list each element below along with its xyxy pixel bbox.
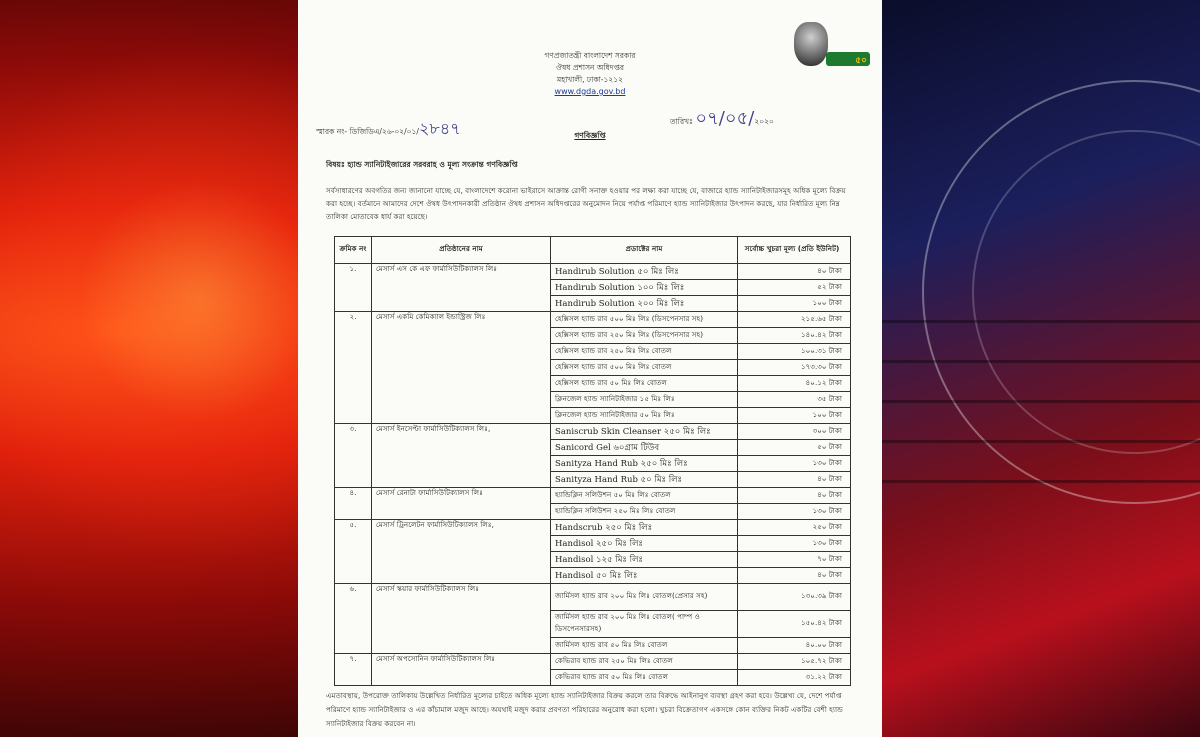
company-cell: মেসার্স এস কে এফ ফার্মাসিউটিক্যালস লিঃ [372, 264, 551, 312]
price-cell: ৭০ টাকা [738, 552, 851, 568]
product-cell: হ্যান্ডিক্লিন সলিউশন ৫০ মিঃ লিঃ বোতল [551, 488, 738, 504]
letterhead-line-3: মহাখালী, ঢাকা-১২১২ [557, 75, 623, 84]
header-company: প্রতিষ্ঠানের নাম [372, 237, 551, 264]
product-cell: Handisol ২৫০ মিঃ লিঃ [551, 536, 738, 552]
company-cell: মেসার্স স্কয়ার ফার্মাসিউটিক্যালস লিঃ [372, 584, 551, 654]
price-cell: ৪০.১২ টাকা [738, 376, 851, 392]
product-cell: ক্লিনজেল হ্যান্ড স্যানিটাইজার ৫০ মিঃ লিঃ [551, 408, 738, 424]
notice-title: গণবিজ্ঞপ্তি [574, 131, 606, 140]
price-cell: ১৪০.৪২ টাকা [738, 328, 851, 344]
subject-line: বিষয়ঃ হ্যান্ড স্যানিটাইজারের সরবরাহ ও মূল্য সংক্রান্ত গণবিজ্ঞপ্তি [326, 160, 518, 169]
company-cell: মেসার্স ইনসেপ্টা ফার্মাসিউটিক্যালস লিঃ, [372, 424, 551, 488]
intro-paragraph: সর্বসাধারণের অবগতির জন্য জানানো যাচ্ছে যে, বাংলাদেশে করোনা ভাইরাসে আক্রান্ত রোগী সনাক্ত হওয়ার পর লক্ষ্য করা যাচ্ছে যে, বাজারে হ্যান্ড স্যানিটাইজারসমূহ অধিক মূল্যে বিক্রয় করা হচ্ছে। বর্তমানে আমাদের দেশে ঔষধ উৎপাদনকারী প্রতিষ্ঠান ঔষধ প্রশাসন অধিদপ্তরের অনুমোদন নিয়ে পর্যাপ্ত পরিমাণে হ্যান্ড স্যানিটাইজার উৎপাদন করছে, যার নির্ধারিত মূল্য নিম্ন তালিকা মোতাবেক ধার্য করা হয়েছে। [326, 186, 846, 221]
product-cell: Sanityza Hand Rub ২৫০ মিঃ লিঃ [551, 456, 738, 472]
price-cell: ২৫০ টাকা [738, 520, 851, 536]
product-cell: Handirub Solution ২০০ মিঃ লিঃ [551, 296, 738, 312]
product-cell: হেক্সিসল হ্যান্ড রাব ৫০০ মিঃ লিঃ বোতল [551, 360, 738, 376]
price-cell: ১০৫.৭২ টাকা [738, 654, 851, 670]
product-cell: জার্মিসল হ্যান্ড রাব ২০০ মিঃ লিঃ বোতল( পাম্প ও ডিসপেনসারসহ) [551, 611, 738, 638]
globe-stripe [882, 400, 1200, 403]
price-cell: ১৭৩.৩০ টাকা [738, 360, 851, 376]
date-label: তারিখঃ [670, 117, 693, 126]
price-cell: ৪০ টাকা [738, 568, 851, 584]
price-cell: ১৩০ টাকা [738, 504, 851, 520]
reference-prefix: স্মারক নং- ডিজিডিএ/২৬-০২/০১/ [316, 127, 419, 136]
price-cell: ৪০.০০ টাকা [738, 638, 851, 654]
letterhead-line-1: গণপ্রজাতন্ত্রী বাংলাদেশ সরকার [544, 51, 636, 60]
product-cell: Saniscrub Skin Cleanser ২৫০ মিঃ লিঃ [551, 424, 738, 440]
price-cell: ৫২ টাকা [738, 280, 851, 296]
letterhead [298, 50, 882, 98]
table-row [335, 488, 851, 504]
price-cell: ২১৫.৬৫ টাকা [738, 312, 851, 328]
product-cell: হেক্সিসল হ্যান্ড রাব ২৫০ মিঃ লিঃ (ডিসপেনসার সহ) [551, 328, 738, 344]
date-year: ২০২০ [754, 117, 774, 126]
product-cell: হেক্সিসল হ্যান্ড রাব ৫০ মিঃ লিঃ বোতল [551, 376, 738, 392]
price-cell: ১৫০.৪২ টাকা [738, 611, 851, 638]
product-cell: জার্মিসল হ্যান্ড রাব ২০০ মিঃ লিঃ বোতল(প্রেসার সহ) [551, 584, 738, 611]
product-cell: কেভিরাব হ্যান্ড রাব ২৫০ মিঃ লিঃ বোতল [551, 654, 738, 670]
price-cell: ৩০০ টাকা [738, 424, 851, 440]
table-row [335, 424, 851, 440]
price-cell: ১০০ টাকা [738, 296, 851, 312]
globe-stripe [882, 440, 1200, 443]
product-cell: ক্লিনজেল হ্যান্ড স্যানিটাইজার ১৫ মিঃ লিঃ [551, 392, 738, 408]
document-page [298, 0, 882, 737]
letterhead-line-2: ঔষধ প্রশাসন অধিদপ্তর [556, 63, 624, 72]
table-row [335, 264, 851, 280]
price-cell: ৪০ টাকা [738, 472, 851, 488]
price-cell: ১৩০.৩৯ টাকা [738, 584, 851, 611]
header-serial: ক্রমিক নং [335, 237, 372, 264]
price-cell: ১৩০ টাকা [738, 456, 851, 472]
price-cell: ৫০ টাকা [738, 440, 851, 456]
serial-cell: ৩. [335, 424, 372, 488]
price-cell: ৪০ টাকা [738, 264, 851, 280]
serial-cell: ৪. [335, 488, 372, 520]
background-right-globe [882, 0, 1200, 737]
date-handwritten: ০৭/০৫/ [695, 108, 755, 129]
serial-cell: ৭. [335, 654, 372, 686]
footer-paragraph: এমতাবস্থায়, উপরোক্ত তালিকায় উল্লেখিত নির্ধারিত মূল্যের চাইতে অধিক মূল্যে হ্যান্ড স্যানিটাইজার বিক্রয় করলে তার বিরুদ্ধে আইনানুগ ব্যবস্থা গ্রহণ করা হবে। উল্লেখ্য যে, দেশে পর্যাপ্ত পরিমাণে হ্যান্ড স্যানিটাইজার ও এর কাঁচামাল মজুদ আছে। অযথাই মজুদ করার প্রবণতা পরিহারের অনুরোধ করা হলো। খুচরা বিক্রেতাগণ একসঙ্গে কোন ব্যক্তির নিকট একটির বেশী হ্যান্ড স্যানিটাইজার বিক্রয় করবেন না। [326, 691, 843, 728]
globe-stripe [882, 480, 1200, 483]
logo-text: ৫০ [855, 56, 867, 66]
header-product: প্রডাক্টের নাম [551, 237, 738, 264]
price-cell: ৩১.২২ টাকা [738, 670, 851, 686]
product-cell: Handisol ১২৫ মিঃ লিঃ [551, 552, 738, 568]
price-cell: ১৩০ টাকা [738, 536, 851, 552]
background-left-glow [0, 0, 300, 737]
price-table [334, 236, 851, 686]
price-cell: ১০০.৩১ টাকা [738, 344, 851, 360]
product-cell: জার্মিসল হ্যান্ড রাব ৫০ মিঃ লিঃ বোতল [551, 638, 738, 654]
globe-stripe [882, 320, 1200, 323]
header-price: সর্বোচ্চ খুচরা মূল্য (প্রতি ইউনিট) [738, 237, 851, 264]
product-cell: হেক্সিসল হ্যান্ড রাব ২৫০ মিঃ লিঃ বোতল [551, 344, 738, 360]
company-cell: মেসার্স রেনাটা ফার্মাসিউটিক্যালস লিঃ [372, 488, 551, 520]
table-row [335, 312, 851, 328]
price-cell: ১০০ টাকা [738, 408, 851, 424]
table-row [335, 520, 851, 536]
table-header-row [335, 237, 851, 264]
product-cell: Sanicord Gel ৬০গ্রাম টিউব [551, 440, 738, 456]
website-link[interactable]: www.dgda.gov.bd [554, 87, 626, 96]
serial-cell: ৬. [335, 584, 372, 654]
serial-cell: ৫. [335, 520, 372, 584]
company-cell: মেসার্স একমি কেমিক্যাল ইন্ডাস্ট্রিজ লিঃ [372, 312, 551, 424]
product-cell: Sanityza Hand Rub ৫০ মিঃ লিঃ [551, 472, 738, 488]
product-cell: Handisol ৫০ মিঃ লিঃ [551, 568, 738, 584]
table-body [335, 264, 851, 686]
table-row [335, 584, 851, 611]
product-cell: Handirub Solution ১০০ মিঃ লিঃ [551, 280, 738, 296]
company-cell: মেসার্স ট্রিনলেটন ফার্মাসিউটিক্যালস লিঃ, [372, 520, 551, 584]
reference-handwritten: ২৮৪৭ [418, 119, 461, 138]
company-cell: মেসার্স অপসোনিন ফার্মাসিউটিক্যালস লিঃ [372, 654, 551, 686]
product-cell: Handscrub ২৫০ মিঃ লিঃ [551, 520, 738, 536]
product-cell: হেক্সিসল হ্যান্ড রাব ৫০০ মিঃ লিঃ (ডিসপেনসার সহ) [551, 312, 738, 328]
globe-stripe [882, 360, 1200, 363]
product-cell: Handirub Solution ৫০ মিঃ লিঃ [551, 264, 738, 280]
product-cell: হ্যান্ডিক্লিন সলিউশন ২৫০ মিঃ লিঃ বোতল [551, 504, 738, 520]
product-cell: কেভিরাব হ্যান্ড রাব ৫০ মিঃ লিঃ বোতল [551, 670, 738, 686]
price-cell: ৪০ টাকা [738, 488, 851, 504]
table-row [335, 654, 851, 670]
serial-cell: ২. [335, 312, 372, 424]
serial-cell: ১. [335, 264, 372, 312]
price-cell: ৩৫ টাকা [738, 392, 851, 408]
